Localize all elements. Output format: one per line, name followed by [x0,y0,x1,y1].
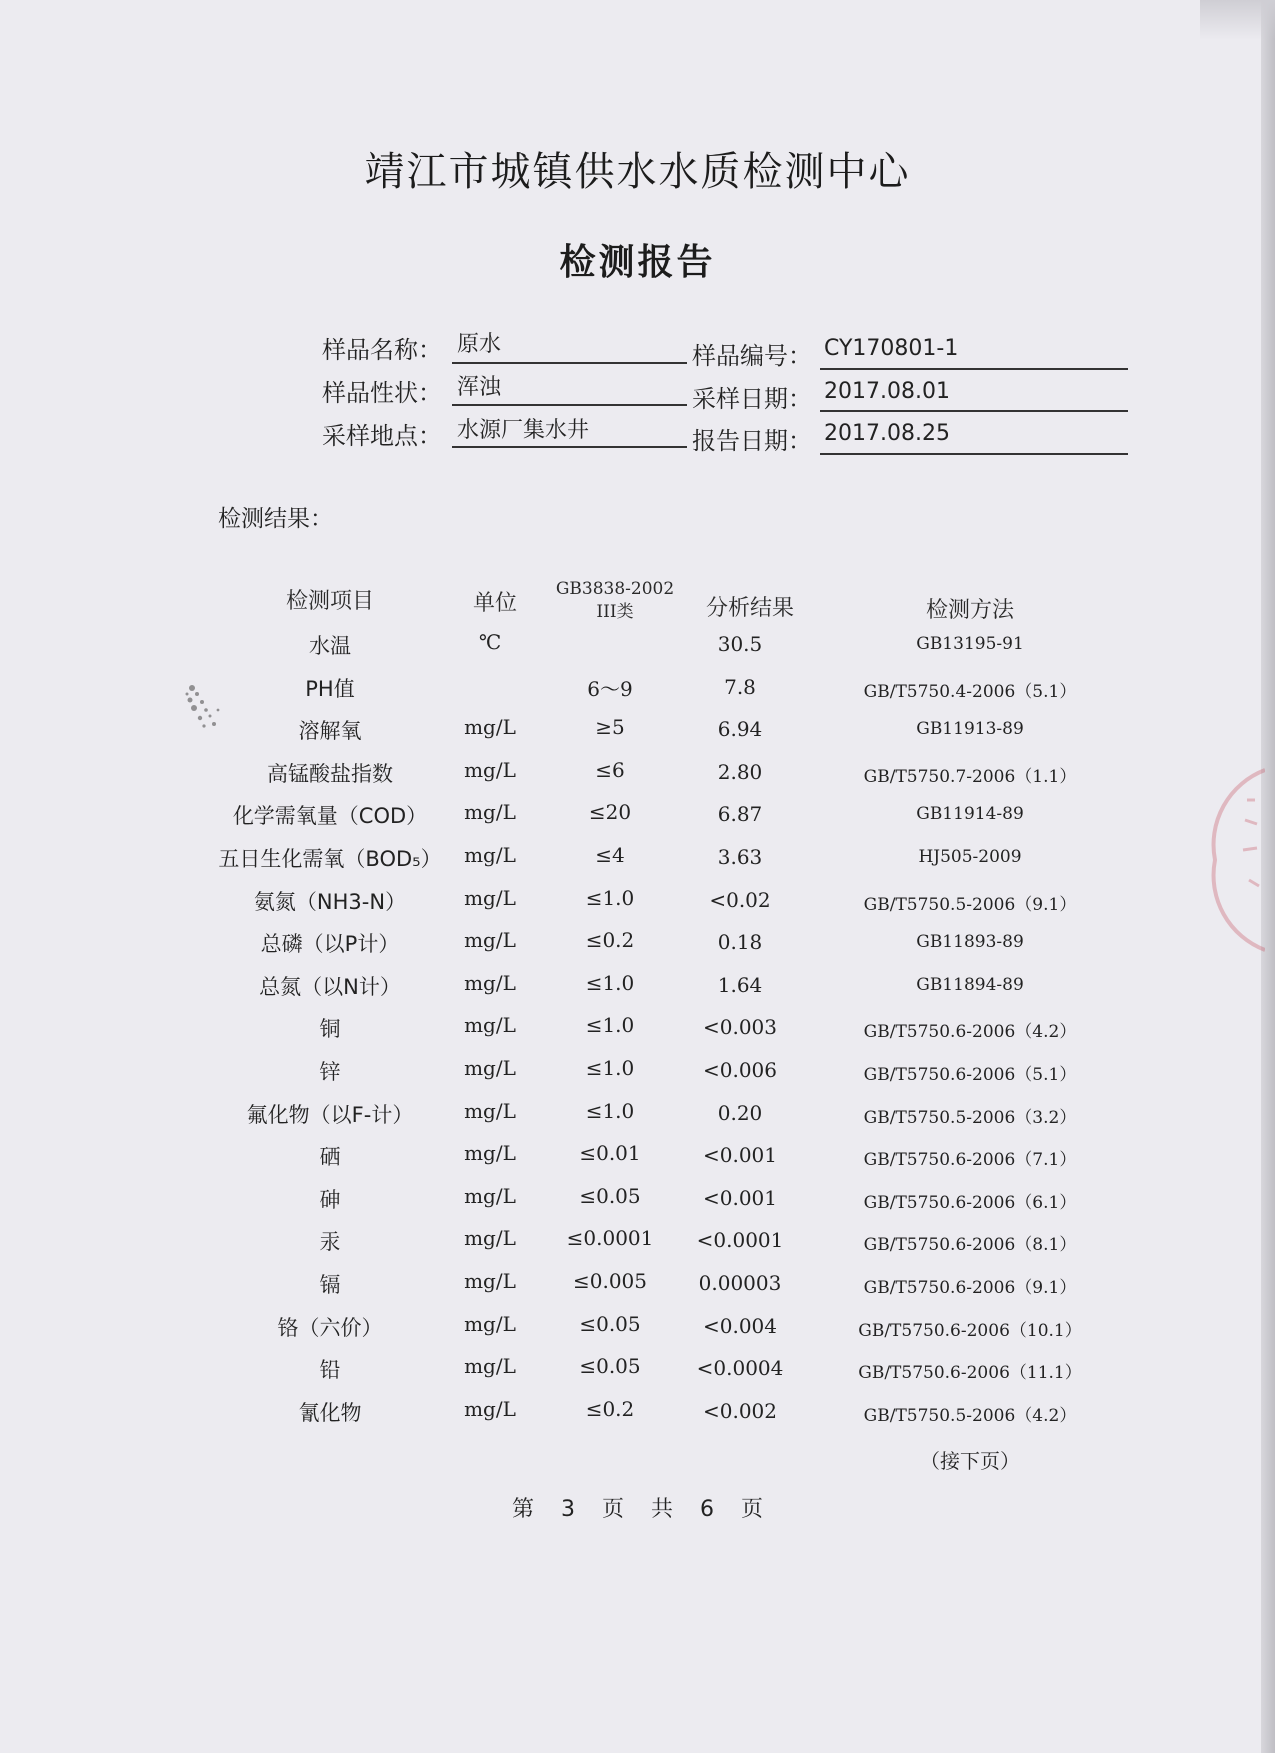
sampling-location-value: 水源厂集水井 [457,418,590,443]
sample-number-label: 样品编号： [692,342,812,370]
cell-result: 0.20 [717,1101,763,1125]
header-unit: 单位 [472,591,517,616]
cell-unit: mg/L [464,1226,516,1250]
sampling-date-value: 2017.08.01 [824,379,950,404]
sample-name-label: 样品名称： [322,336,442,364]
header-item: 检测项目 [285,589,374,614]
cell-result: <0.006 [702,1058,777,1082]
cell-standard: ≤20 [588,800,632,824]
cell-item: 锌 [319,1060,341,1084]
report-title: 检测报告 [559,242,716,283]
table-row [0,1141,1275,1181]
cell-result: <0.002 [702,1399,777,1423]
cell-method: GB/T5750.6-2006（7.1） [863,1150,1077,1170]
cell-item: 总氮（以N计） [259,975,401,999]
table-row [0,1312,1275,1352]
cell-method: GB/T5750.5-2006（4.2） [863,1406,1077,1426]
page-middle: 页 [601,1497,624,1522]
cell-result: 1.64 [717,973,763,997]
results-label: 检测结果： [218,506,333,532]
cell-standard: ≤4 [595,843,625,867]
organization-title: 靖江市城镇供水水质检测中心 [364,149,911,195]
table-row [0,1099,1275,1139]
cell-standard: ≥5 [595,715,625,739]
cell-result: <0.001 [702,1186,777,1210]
table-row [0,1184,1275,1224]
table-row [0,1354,1275,1394]
underline [452,404,687,406]
underline [452,446,687,448]
table-row [0,630,1275,670]
underline [820,410,1128,412]
cell-unit: mg/L [464,758,516,782]
cell-result: 0.18 [717,930,763,954]
sampling-location-label: 采样地点： [322,422,442,450]
cell-item: 铬（六价） [277,1316,383,1340]
page-prefix: 第 [511,1497,534,1522]
cell-standard: ≤0.2 [585,1397,635,1421]
cell-item: 高锰酸盐指数 [267,762,393,786]
cell-method: GB/T5750.6-2006（8.1） [863,1235,1077,1255]
cell-item: 氨氮（NH3-N） [253,890,407,914]
cell-standard: ≤1.0 [585,971,635,995]
cell-method: GB/T5750.6-2006（9.1） [863,1278,1077,1298]
sampling-date-label: 采样日期： [692,385,812,413]
table-row [0,971,1275,1011]
cell-method: GB13195-91 [916,634,1024,654]
cell-standard: ≤1.0 [585,1099,635,1123]
table-row [0,843,1275,883]
cell-standard: ≤6 [595,758,625,782]
page-suffix: 页 [741,1497,764,1522]
cell-item: 镉 [319,1273,341,1297]
cell-result: <0.0004 [696,1356,784,1380]
underline [820,368,1128,370]
cell-item: 溶解氧 [298,719,362,743]
cell-item: 硒 [319,1145,341,1169]
cell-unit: mg/L [464,1269,516,1293]
scan-shadow [1200,0,1275,40]
cell-item: 化学需氧量（COD） [232,804,428,828]
cell-unit: mg/L [464,1099,516,1123]
table-row [0,758,1275,798]
header-result: 分析结果 [705,596,794,621]
cell-method: HJ505-2009 [918,847,1022,867]
underline [820,453,1128,455]
continued-note: （接下页） [920,1449,1020,1473]
header-standard-line2: III类 [596,602,634,622]
cell-item: 汞 [319,1230,341,1254]
cell-unit: mg/L [464,971,516,995]
cell-unit: mg/L [464,715,516,739]
cell-unit: mg/L [464,843,516,867]
cell-result: 3.63 [717,845,763,869]
cell-standard: ≤0.0001 [566,1226,654,1250]
cell-method: GB/T5750.6-2006（11.1） [858,1363,1082,1383]
table-row [0,928,1275,968]
cell-unit: mg/L [464,928,516,952]
header-method: 检测方法 [925,598,1014,623]
cell-item: 铜 [319,1017,341,1041]
cell-standard: ≤0.05 [579,1312,641,1336]
cell-method: GB/T5750.6-2006（6.1） [863,1193,1077,1213]
cell-method: GB11894-89 [916,975,1024,995]
cell-unit: mg/L [464,800,516,824]
cell-result: <0.003 [702,1015,777,1039]
cell-standard: ≤1.0 [585,1056,635,1080]
table-row [0,1056,1275,1096]
ink-smudge [182,680,232,740]
cell-standard: ≤1.0 [585,886,635,910]
cell-standard: ≤0.01 [579,1141,641,1165]
table-row [0,1269,1275,1309]
cell-method: GB/T5750.5-2006（3.2） [863,1108,1077,1128]
header-standard-line1: GB3838-2002 [555,579,675,599]
cell-unit: mg/L [464,1184,516,1208]
cell-result: 7.8 [724,675,756,699]
table-row [0,800,1275,840]
table-row [0,1397,1275,1437]
report-date-value: 2017.08.25 [824,421,950,446]
cell-unit: mg/L [464,1013,516,1037]
page-total: 6 [700,1497,715,1522]
cell-result: 0.00003 [698,1271,782,1295]
page-current: 3 [560,1497,575,1522]
cell-standard: 6～9 [587,677,633,701]
report-date-label: 报告日期： [692,427,812,455]
cell-unit: mg/L [464,1141,516,1165]
table-row [0,1013,1275,1053]
sample-state-label: 样品性状： [322,379,442,407]
cell-result: <0.0001 [696,1228,784,1252]
cell-result: 30.5 [717,632,763,656]
table-row [0,886,1275,926]
cell-unit: mg/L [464,1056,516,1080]
cell-result: <0.02 [709,888,771,912]
page-total-prefix: 共 [651,1497,674,1522]
cell-unit: mg/L [464,1397,516,1421]
cell-method: GB11913-89 [916,719,1024,739]
cell-standard: ≤1.0 [585,1013,635,1037]
cell-method: GB/T5750.4-2006（5.1） [863,682,1077,702]
cell-unit: mg/L [464,1312,516,1336]
cell-result: <0.001 [702,1143,777,1167]
cell-standard: ≤0.05 [579,1184,641,1208]
sample-name-value: 原水 [457,332,502,357]
cell-item: 铅 [319,1358,341,1382]
sample-state-value: 浑浊 [457,375,502,400]
cell-method: GB/T5750.7-2006（1.1） [863,767,1077,787]
cell-item: PH值 [305,677,355,701]
cell-result: 6.94 [717,717,763,741]
cell-standard: ≤0.05 [579,1354,641,1378]
cell-unit: ℃ [478,630,502,654]
table-row [0,1226,1275,1266]
cell-item: 氰化物 [298,1401,362,1425]
cell-method: GB/T5750.5-2006（9.1） [863,895,1077,915]
cell-result: 6.87 [717,802,763,826]
underline [452,362,687,364]
cell-item: 氟化物（以F-计） [246,1103,414,1127]
cell-method: GB11914-89 [916,804,1024,824]
cell-item: 水温 [309,634,351,658]
sample-number-value: CY170801-1 [824,336,959,361]
red-seal-stamp [1205,760,1265,960]
cell-item: 总磷（以P计） [260,932,400,956]
cell-unit: mg/L [464,886,516,910]
cell-method: GB11893-89 [916,932,1024,952]
cell-item: 砷 [319,1188,341,1212]
cell-result: 2.80 [717,760,763,784]
cell-standard: ≤0.005 [572,1269,647,1293]
cell-method: GB/T5750.6-2006（4.2） [863,1022,1077,1042]
cell-unit: mg/L [464,1354,516,1378]
pagination [0,1492,1275,1523]
cell-method: GB/T5750.6-2006（5.1） [863,1065,1077,1085]
cell-result: <0.004 [702,1314,777,1338]
cell-standard: ≤0.2 [585,928,635,952]
cell-item: 五日生化需氧（BOD₅） [218,847,442,871]
cell-method: GB/T5750.6-2006（10.1） [858,1321,1082,1341]
